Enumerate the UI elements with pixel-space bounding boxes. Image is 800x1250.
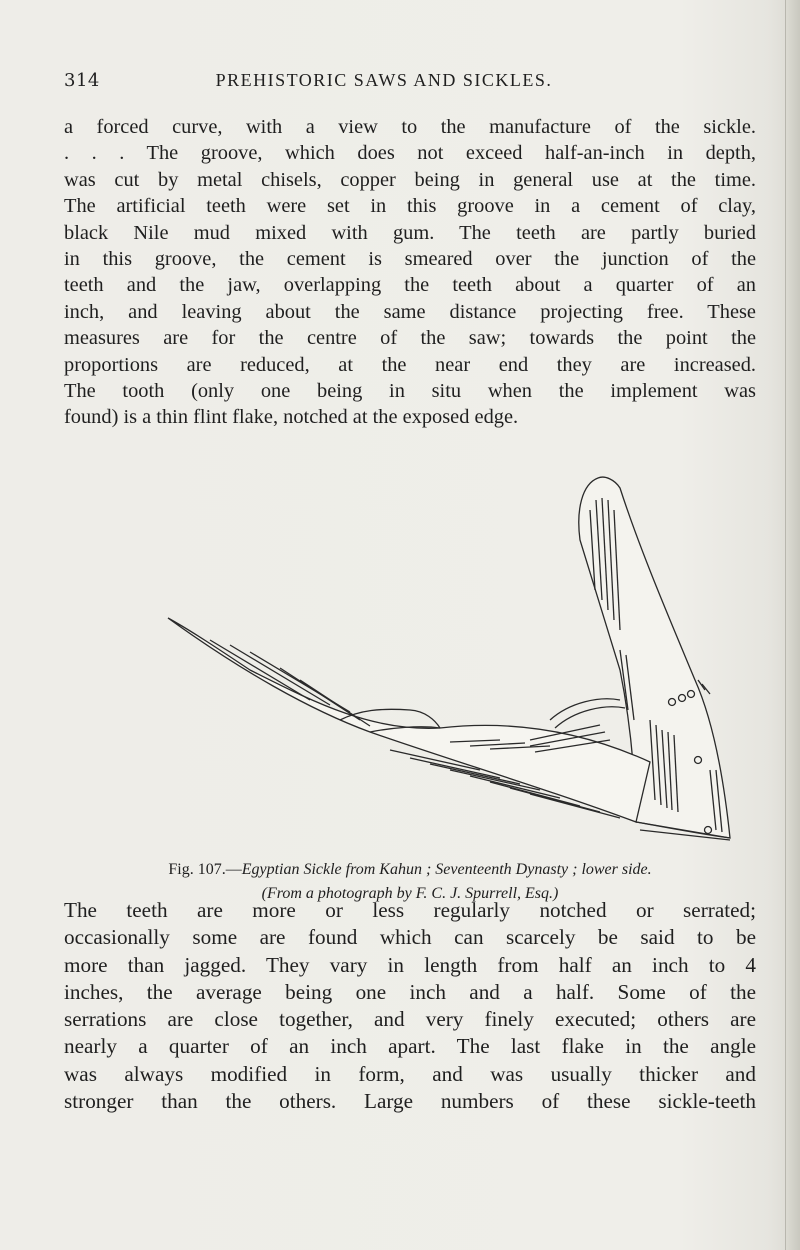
text-line: nearly a quarter of an inch apart. The last flake in the angle (64, 1034, 756, 1059)
text-line: found) is a thin flint flake, notched at the exposed edge. (64, 406, 519, 429)
sickle-illustration (150, 470, 740, 855)
text-line: proportions are reduced, at the near end they are increased. (64, 353, 756, 376)
figure-label: Fig. 107.— (168, 861, 242, 878)
text-line: was cut by metal chisels, copper being in general use at the time. (64, 168, 756, 191)
text-line: occasionally some are found which can scarcely be said to be (64, 925, 756, 950)
text-line: inches, the average being one inch and a half. Some of the (64, 979, 756, 1004)
page-header (64, 70, 704, 100)
paragraph-1 (64, 114, 756, 431)
text-line: inch, and leaving about the same distance projecting free. These (64, 300, 756, 323)
text-line: was always modified in form, and was usually thicker and (64, 1061, 756, 1086)
text-line: . . . The groove, which does not exceed half-an-inch in depth, (64, 142, 756, 165)
text-line: serrations are close together, and very finely executed; others are (64, 1007, 756, 1032)
text-line: more than jagged. They vary in length from half an inch to 4 (64, 952, 756, 977)
figure-title: Egyptian Sickle from Kahun ; Seventeenth Dynasty ; lower side. (241, 861, 652, 878)
text-line: in this groove, the cement is smeared over the junction of the (64, 248, 756, 271)
text-line: a forced curve, with a view to the manufacture of the sickle. (64, 116, 756, 138)
text-line: measures are for the centre of the saw; towards the point the (64, 327, 756, 350)
page-number: 314 (64, 70, 100, 91)
figure-credit: (From a photograph by F. C. J. Spurrell, Esq.) (261, 885, 559, 902)
text-line: The tooth (only one being in situ when the implement was (64, 380, 756, 403)
paragraph-2 (64, 897, 756, 1115)
caption-line (64, 858, 756, 882)
text-line: stronger than the others. Large numbers of these sickle-teeth (64, 1089, 756, 1114)
text-line: black Nile mud mixed with gum. The teeth are partly buried (64, 221, 756, 244)
text-line: The teeth are more or less regularly notched or serrated; (64, 898, 756, 922)
text-line: The artificial teeth were set in this groove in a cement of clay, (64, 195, 756, 218)
running-title: PREHISTORIC SAWS AND SICKLES. (215, 70, 553, 90)
page-edge (785, 0, 800, 1250)
text-line: teeth and the jaw, overlapping the teeth about a quarter of an (64, 274, 756, 297)
